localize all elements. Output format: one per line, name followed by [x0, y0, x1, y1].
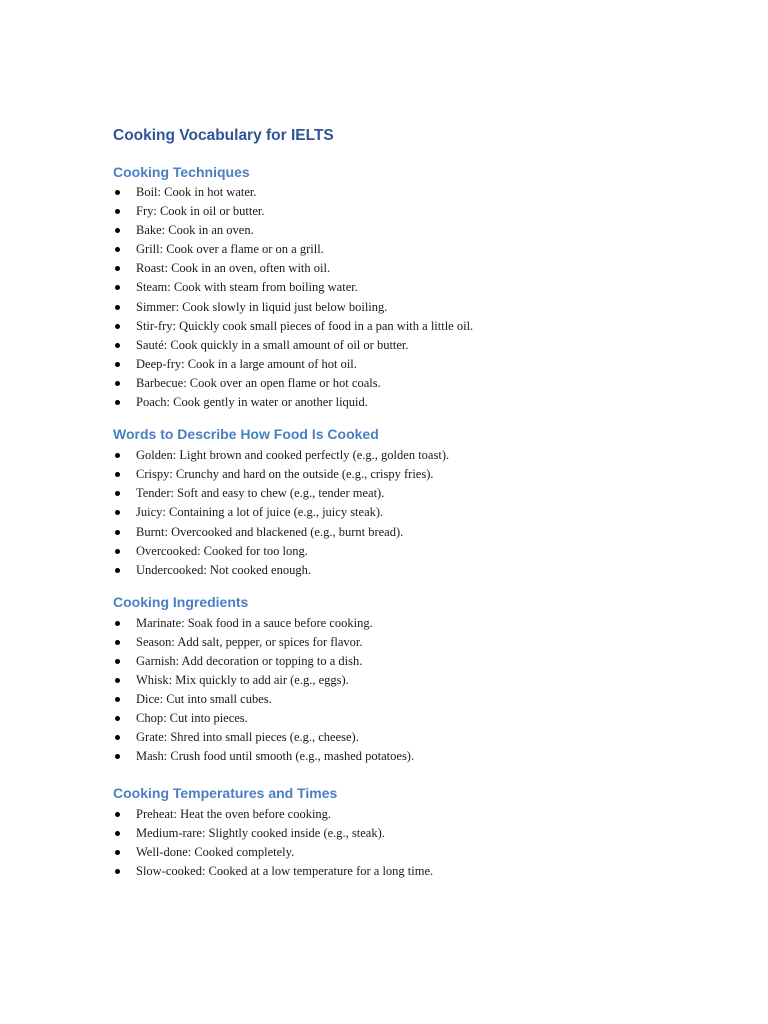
list-item: Tender: Soft and easy to chew (e.g., tender meat).: [113, 484, 733, 503]
list-item: Mash: Crush food until smooth (e.g., mashed potatoes).: [113, 747, 733, 766]
list-item: Slow-cooked: Cooked at a low temperature for a long time.: [113, 862, 733, 881]
bullet-list: [113, 614, 733, 767]
list-item: Steam: Cook with steam from boiling water.: [113, 278, 733, 297]
list-item: Undercooked: Not cooked enough.: [113, 561, 733, 580]
section-cooking-ingredients: [113, 590, 733, 767]
list-item: Chop: Cut into pieces.: [113, 709, 733, 728]
list-item: Grate: Shred into small pieces (e.g., cheese).: [113, 728, 733, 747]
list-item: Boil: Cook in hot water.: [113, 183, 733, 202]
list-item: Garnish: Add decoration or topping to a dish.: [113, 652, 733, 671]
list-item: Burnt: Overcooked and blackened (e.g., burnt bread).: [113, 523, 733, 542]
list-item: Deep-fry: Cook in a large amount of hot oil.: [113, 355, 733, 374]
document-title: Cooking Vocabulary for IELTS: [113, 127, 334, 144]
section-temperatures-and-times: [113, 781, 733, 881]
section-heading: Cooking Temperatures and Times: [113, 784, 338, 801]
list-item: Whisk: Mix quickly to add air (e.g., eggs).: [113, 671, 733, 690]
list-item: Dice: Cut into small cubes.: [113, 690, 733, 709]
list-item: Stir-fry: Quickly cook small pieces of food in a pan with a little oil.: [113, 317, 733, 336]
list-item: Poach: Cook gently in water or another liquid.: [113, 393, 733, 412]
section-describe-cooked-food: [113, 422, 733, 580]
list-item: Grill: Cook over a flame or on a grill.: [113, 240, 733, 259]
list-item: Medium-rare: Slightly cooked inside (e.g., steak).: [113, 824, 733, 843]
bullet-list: [113, 183, 733, 412]
list-item: Season: Add salt, pepper, or spices for flavor.: [113, 633, 733, 652]
list-item: Bake: Cook in an oven.: [113, 221, 733, 240]
section-heading: Cooking Ingredients: [113, 593, 249, 610]
list-item: Barbecue: Cook over an open flame or hot coals.: [113, 374, 733, 393]
document-body: [113, 124, 733, 881]
list-item: Overcooked: Cooked for too long.: [113, 542, 733, 561]
list-item: Roast: Cook in an oven, often with oil.: [113, 259, 733, 278]
list-item: Fry: Cook in oil or butter.: [113, 202, 733, 221]
list-item: Well-done: Cooked completely.: [113, 843, 733, 862]
section-cooking-techniques: [113, 161, 733, 412]
list-item: Crispy: Crunchy and hard on the outside (e.g., crispy fries).: [113, 465, 733, 484]
section-heading: Words to Describe How Food Is Cooked: [113, 426, 379, 443]
list-item: Juicy: Containing a lot of juice (e.g., juicy steak).: [113, 503, 733, 522]
list-item: Preheat: Heat the oven before cooking.: [113, 805, 733, 824]
list-item: Golden: Light brown and cooked perfectly (e.g., golden toast).: [113, 446, 733, 465]
bullet-list: [113, 805, 733, 881]
list-item: Sauté: Cook quickly in a small amount of oil or butter.: [113, 336, 733, 355]
section-heading: Cooking Techniques: [113, 164, 250, 180]
list-item: Marinate: Soak food in a sauce before cooking.: [113, 614, 733, 633]
bullet-list: [113, 446, 733, 580]
list-item: Simmer: Cook slowly in liquid just below boiling.: [113, 298, 733, 317]
